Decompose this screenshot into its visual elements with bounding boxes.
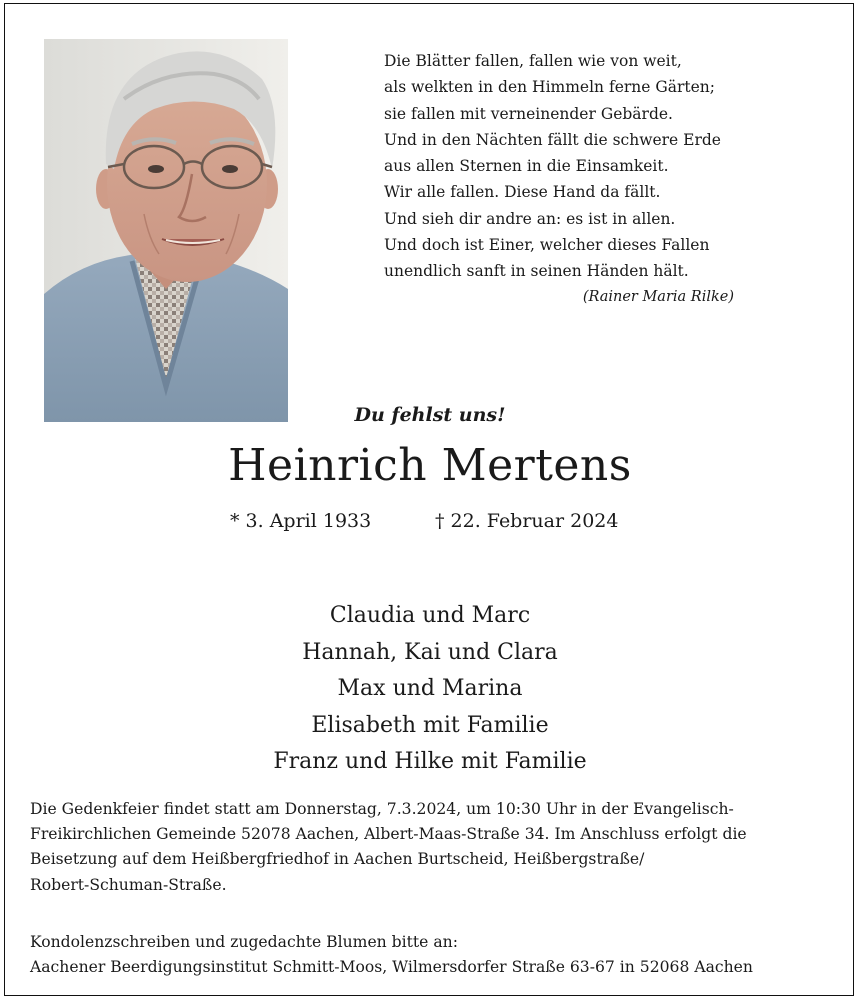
notice-line: Die Gedenkfeier findet statt am Donnerstag, 7.3.2024, um 10:30 Uhr in der Evangelisch- xyxy=(30,800,734,818)
poem-line: Und in den Nächten fällt die schwere Erde xyxy=(384,130,721,149)
poem-line: Und sieh dir andre an: es ist in allen. xyxy=(384,209,676,228)
motto: Du fehlst uns! xyxy=(354,404,506,426)
contact-line: Aachener Beerdigungsinstitut Schmitt-Moos, Wilmersdorfer Straße 63-67 in 52068 Aachen xyxy=(30,958,753,977)
condolence-contact xyxy=(30,930,840,980)
poem-line: Wir alle fallen. Diese Hand da fällt. xyxy=(384,183,661,202)
poem-line: aus allen Sternen in die Einsamkeit. xyxy=(384,157,669,176)
notice-line: Freikirchlichen Gemeinde 52078 Aachen, Albert-Maas-Straße 34. Im Anschluss erfolgt die xyxy=(30,825,747,844)
poem-line: Und doch ist Einer, welcher dieses Fallen xyxy=(384,236,710,255)
portrait-photo xyxy=(44,39,288,422)
mourner-entry: Hannah, Kai und Clara xyxy=(302,639,558,665)
death-date: † 22. Februar 2024 xyxy=(435,510,619,532)
poem xyxy=(384,48,764,285)
contact-line: Kondolenzschreiben und zugedachte Blumen bitte an: xyxy=(30,933,458,951)
notice-line: Beisetzung auf dem Heißbergfriedhof in Aachen Burtscheid, Heißbergstraße/ xyxy=(30,850,645,869)
mourner-entry: Claudia und Marc xyxy=(329,603,531,628)
mourner-entry: Franz und Hilke mit Familie xyxy=(273,749,587,774)
birth-date: * 3. April 1933 xyxy=(230,510,372,532)
mourner-entry: Max und Marina xyxy=(337,676,523,701)
notice-line: Robert-Schuman-Straße. xyxy=(30,875,227,894)
poem-line: als welkten in den Himmeln ferne Gärten; xyxy=(384,78,716,97)
deceased-name: Heinrich Mertens xyxy=(228,440,632,491)
poem-line: sie fallen mit verneinender Gebärde. xyxy=(384,104,673,123)
poem-line: unendlich sanft in seinen Händen hält. xyxy=(384,262,689,281)
mourners-list xyxy=(0,598,860,781)
service-notice xyxy=(30,797,840,898)
poem-line: Die Blätter fallen, fallen wie von weit, xyxy=(384,52,682,70)
mourner-entry: Elisabeth mit Familie xyxy=(311,712,549,738)
poem-author: (Rainer Maria Rilke) xyxy=(582,289,734,305)
